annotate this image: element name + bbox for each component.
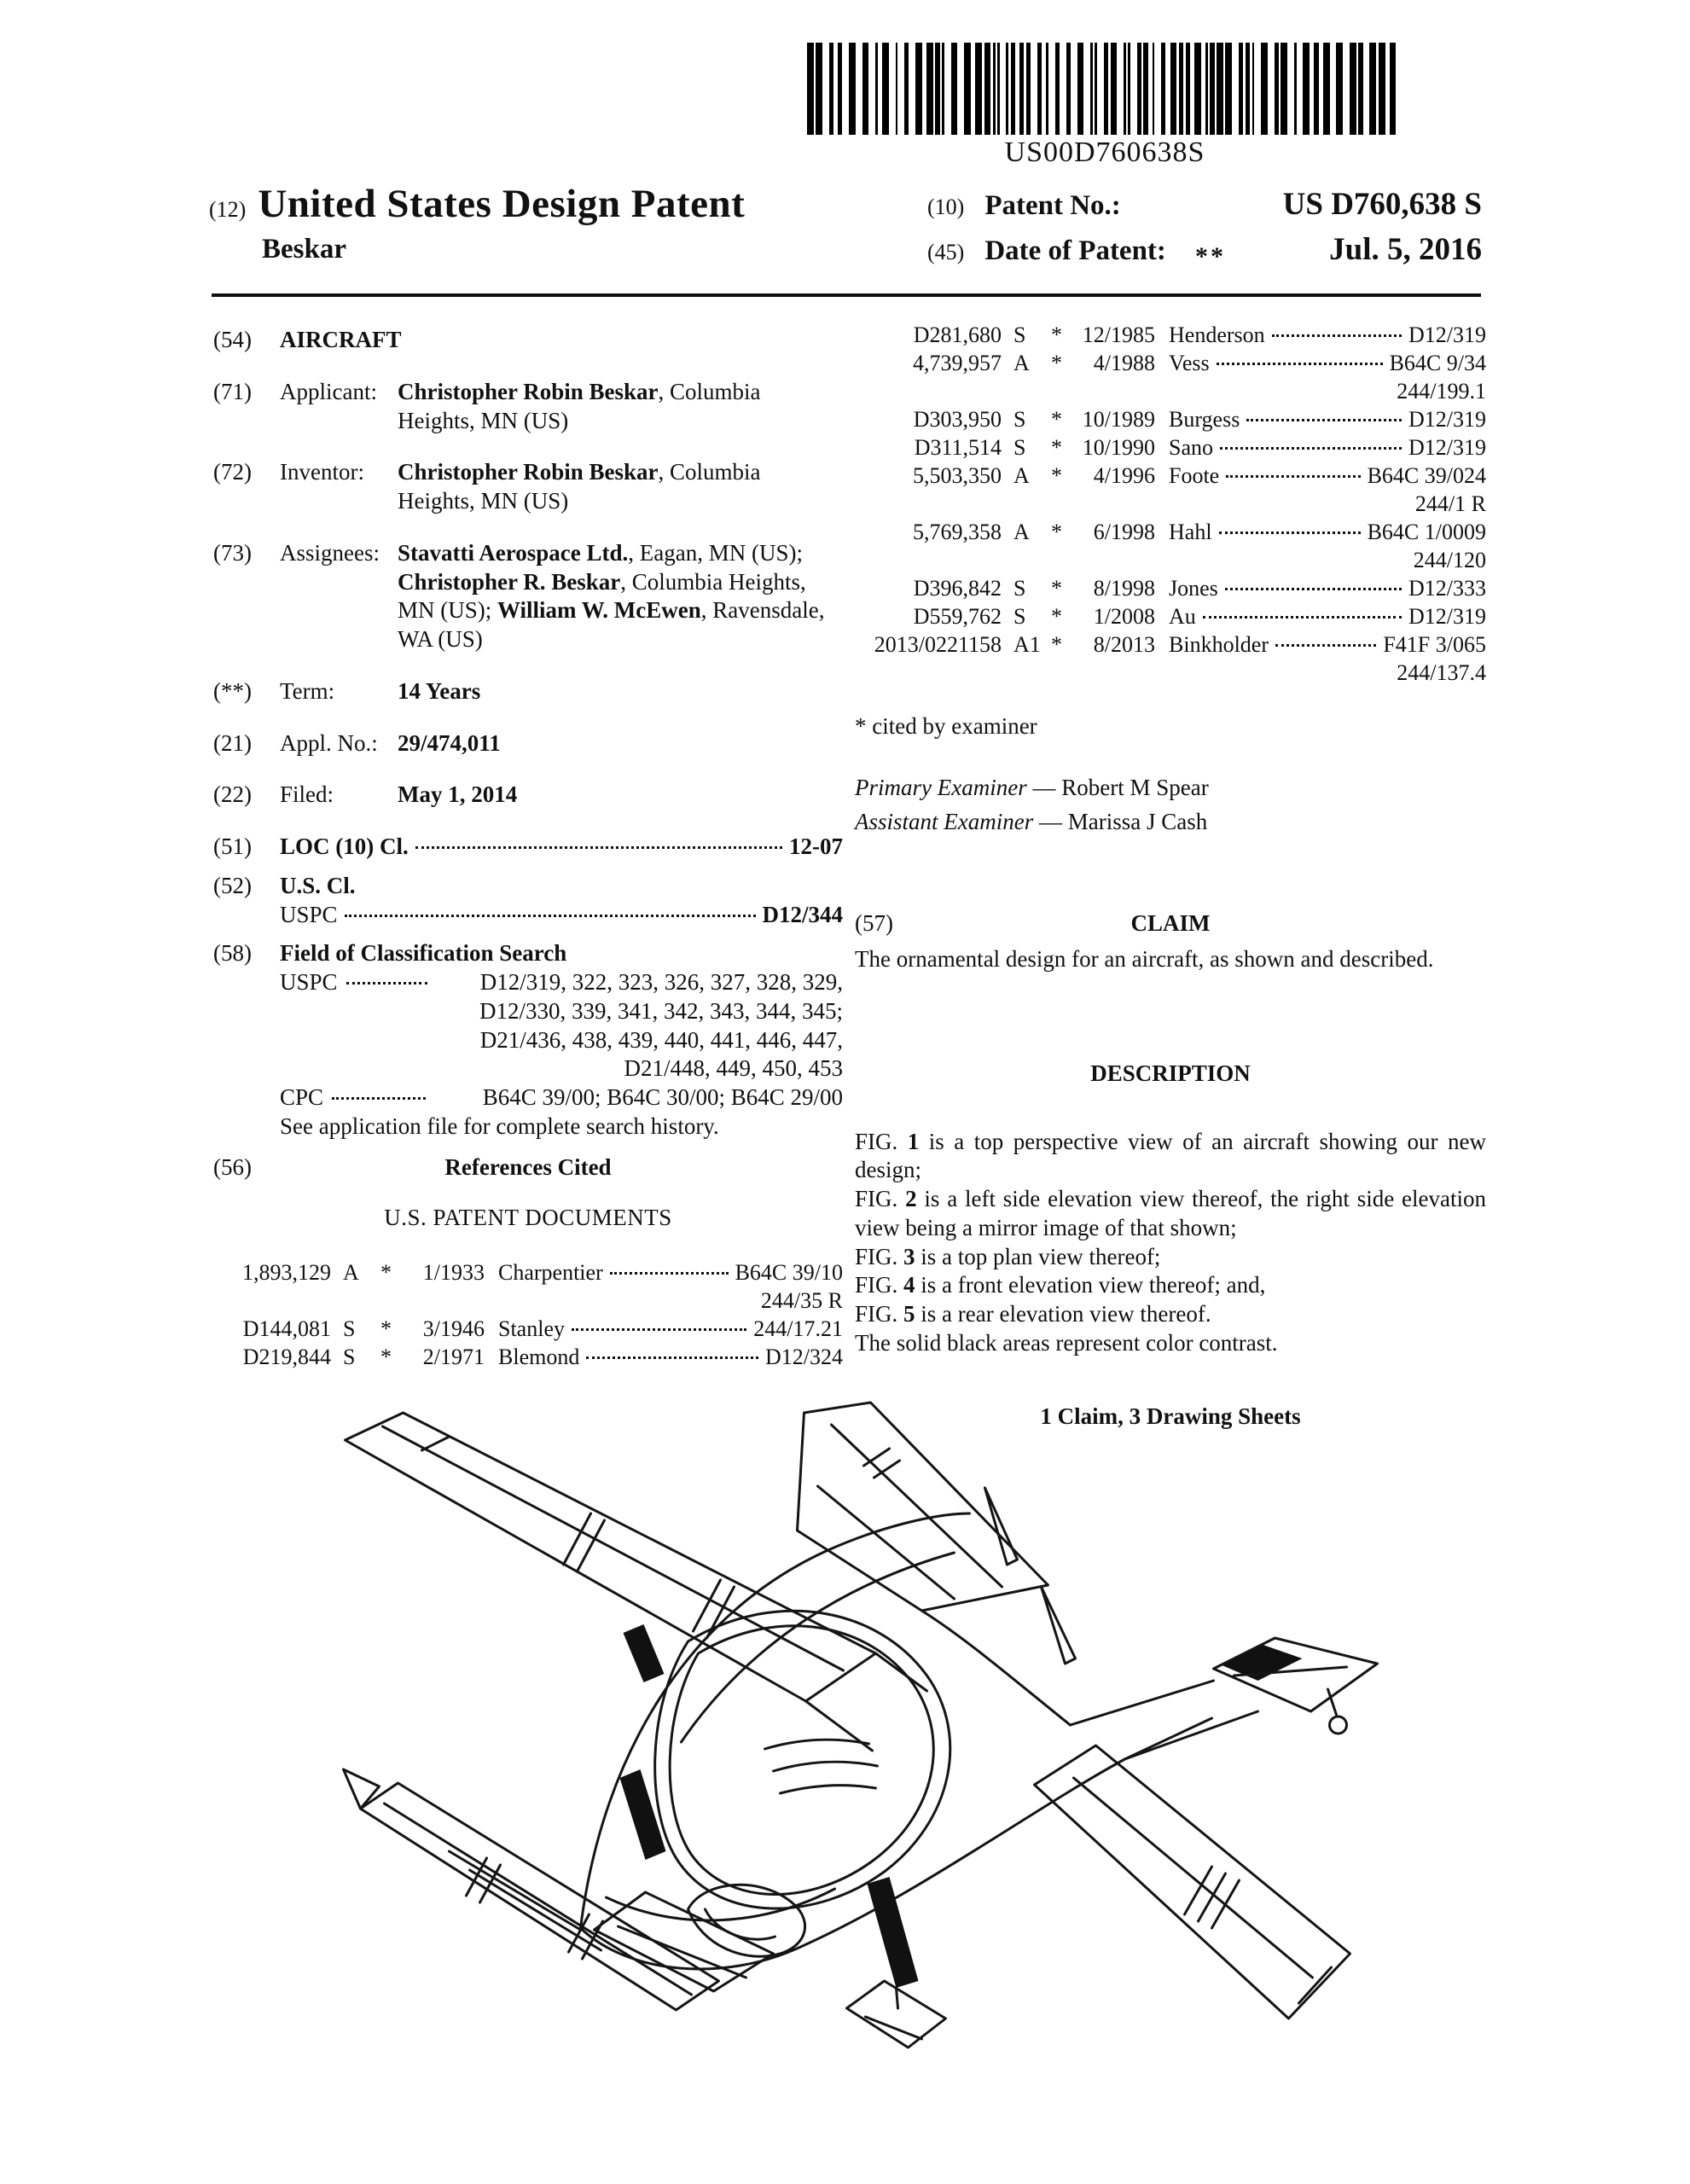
reference-row: D559,762 S * 1/2008 Au D12/319 — [913, 604, 1486, 630]
patent-no-label: Patent No.: — [984, 190, 1121, 221]
dot-leader — [1226, 475, 1360, 478]
assistant-examiner: Assistant Examiner — Marissa J Cash — [855, 808, 1208, 834]
primary-examiner: Primary Examiner — Robert M Spear — [855, 774, 1209, 800]
header-divider — [212, 293, 1481, 297]
field-71: (71) Applicant: Christopher Robin Beskar, Columbia Heights, MN (US) — [213, 378, 843, 436]
us-cl-label: U.S. Cl. — [280, 872, 356, 898]
uspc-search-line: D21/436, 438, 439, 440, 441, 446, 447, — [479, 1026, 843, 1053]
reference-row: D144,081 S * 3/1946 Stanley 244/17.21 — [242, 1316, 843, 1342]
filed-value: May 1, 2014 — [398, 781, 518, 808]
reference-continuation: 244/199.1 — [1397, 379, 1486, 404]
dot-leader — [1246, 419, 1402, 421]
dot-leader — [1217, 363, 1383, 365]
description-line: The solid black areas represent color contrast. — [855, 1329, 1278, 1356]
cpc-value: B64C 39/00; B64C 30/00; B64C 29/00 — [482, 1084, 843, 1110]
description-line: FIG. 4 is a front elevation view thereof; and, — [855, 1272, 1266, 1298]
dot-leader — [1220, 447, 1402, 450]
uspc-search-line: D12/330, 339, 341, 342, 343, 344, 345; — [479, 997, 843, 1024]
reference-row: 5,503,350 A * 4/1996 Foote B64C 39/024 — [913, 463, 1486, 489]
masthead-right — [927, 181, 1482, 276]
reference-row: 2013/0221158 A1 * 8/2013 Binkholder F41F 3/065 — [874, 632, 1486, 658]
inventor-surname: Beskar — [262, 234, 346, 264]
patent-title: United States Design Patent — [258, 182, 746, 226]
reference-continuation: 244/120 — [1413, 548, 1486, 573]
description-line: FIG. 2 is a left side elevation view thereof, the right side elevation view being a mirror image of that shown; — [855, 1186, 1486, 1240]
barcode — [798, 43, 1412, 135]
aircraft-drawing — [317, 1384, 1388, 2092]
description-line: FIG. 3 is a top plan view thereof; — [855, 1243, 1161, 1269]
left-column — [213, 326, 843, 1371]
field-73: (73) Assignees: Stavatti Aerospace Ltd., Eagan, MN (US); Christopher R. Beskar, Columbia Heights, MN (US); William W. McEwen, Ravensdale, WA (US) — [213, 539, 843, 654]
kind-code-tag: (12) — [209, 197, 247, 222]
loc-label: LOC (10) Cl. — [280, 834, 409, 859]
description-line: FIG. 5 is a rear elevation view thereof. — [855, 1301, 1211, 1327]
dot-leader — [332, 1097, 426, 1100]
reference-row: D311,514 S * 10/1990 Sano D12/319 — [914, 435, 1486, 461]
reference-row: D219,844 S * 2/1971 Blemond D12/324 — [242, 1345, 843, 1370]
reference-row: D303,950 S * 10/1989 Burgess D12/319 — [913, 407, 1486, 433]
claim-text: The ornamental design for an aircraft, as shown and described. — [855, 946, 1434, 973]
reference-row: 5,769,358 A * 6/1998 Hahl B64C 1/0009 — [913, 520, 1486, 545]
field-22: (22) Filed: May 1, 2014 — [213, 781, 843, 810]
applicant-value: Christopher Robin Beskar, Columbia Heights, MN (US) — [398, 378, 761, 433]
reference-row: D281,680 S * 12/1985 Henderson D12/319 — [913, 322, 1486, 347]
uspc-search-label: USPC — [280, 969, 338, 995]
patent-number: US D760,638 S — [1282, 187, 1482, 222]
dot-leader — [610, 1272, 729, 1275]
references-cited-heading: (56) References Cited — [213, 1153, 612, 1180]
term-extension-stars: ** — [1195, 242, 1226, 270]
description-block — [855, 1128, 1486, 1358]
description-heading: DESCRIPTION — [1090, 1060, 1251, 1086]
examiner-block — [855, 774, 1486, 837]
dot-leader — [586, 1356, 758, 1359]
uspc-search-line: D12/319, 322, 323, 326, 327, 328, 329, — [479, 969, 843, 995]
us-patent-documents-heading: U.S. PATENT DOCUMENTS — [384, 1205, 672, 1231]
reference-row: D396,842 S * 8/1998 Jones D12/333 — [913, 576, 1486, 601]
field-54: (54) AIRCRAFT — [213, 326, 843, 355]
field-51: (51) LOC (10) Cl. 12-07 — [213, 833, 843, 862]
loc-value: 12-07 — [789, 834, 843, 859]
patent-date: Jul. 5, 2016 — [1329, 232, 1482, 267]
patent-no-tag: (10) — [927, 195, 965, 219]
dot-leader — [345, 915, 756, 917]
field-term: (**) Term: 14 Years — [213, 677, 843, 706]
patent-date-tag: (45) — [927, 240, 965, 264]
patent-date-label: Date of Patent: — [984, 235, 1166, 266]
claim-heading: (57) CLAIM — [855, 910, 1211, 937]
field-72: (72) Inventor: Christopher Robin Beskar, Columbia Heights, MN (US) — [213, 458, 843, 516]
dot-leader — [346, 982, 427, 985]
masthead — [209, 181, 1482, 276]
uspc-label: USPC — [280, 901, 338, 927]
reference-continuation: 244/137.4 — [1397, 660, 1486, 686]
cpc-label: CPC — [280, 1084, 324, 1110]
cited-by-examiner-note: * cited by examiner — [855, 713, 1037, 740]
appl-no-value: 29/474,011 — [398, 729, 501, 756]
dot-leader — [1203, 616, 1402, 619]
uspc-search-line: D21/448, 449, 450, 453 — [624, 1055, 843, 1082]
barcode-block — [793, 43, 1416, 169]
masthead-left — [209, 181, 874, 276]
field-52: (52) U.S. Cl. USPC D12/344 — [213, 872, 843, 930]
see-application-note: See application file for complete search history. — [280, 1112, 719, 1139]
description-line: FIG. 1 is a top perspective view of an aircraft showing our new design; — [855, 1128, 1486, 1183]
dot-leader — [1275, 644, 1376, 647]
field-21: (21) Appl. No.: 29/474,011 — [213, 729, 843, 758]
term-value: 14 Years — [398, 677, 481, 704]
dot-leader — [1219, 531, 1361, 534]
invention-title: AIRCRAFT — [280, 327, 402, 352]
assignees-value: Stavatti Aerospace Ltd., Eagan, MN (US); Christopher R. Beskar, Columbia Heights, MN (US); William W. McEwen, Ravensdale, WA (US) — [398, 539, 825, 652]
references-table-right — [855, 321, 1486, 687]
reference-row: 1,893,129 A * 1/1933 Charpentier B64C 39/10 — [242, 1260, 843, 1285]
claims-sheets-note: 1 Claim, 3 Drawing Sheets — [1040, 1403, 1301, 1429]
dot-leader — [1225, 588, 1402, 590]
reference-continuation: 244/35 R — [760, 1288, 843, 1314]
field-58: (58) Field of Classification Search USPC D12/319, 322, 323, 326, 327, 328, 329, D12/330, 339, 341, 342, 343, 344, 345; D21/436, 438, 439, 440, 441, 446, 447, D21/448, 449, 450, 453 CPC B64C 39/00; B64C 30/00; B64C 29/00 See application file for complete search history. — [213, 939, 843, 1141]
dot-leader — [572, 1328, 746, 1331]
dot-leader — [415, 846, 782, 849]
right-column — [855, 321, 1486, 1431]
barcode-text: US00D760638S — [1004, 136, 1205, 168]
inventor-value: Christopher Robin Beskar, Columbia Heights, MN (US) — [398, 459, 761, 514]
dot-leader — [1272, 334, 1402, 337]
uspc-value: D12/344 — [762, 901, 843, 927]
reference-continuation: 244/1 R — [1414, 491, 1486, 517]
field-of-search-label: Field of Classification Search — [280, 940, 567, 967]
references-table-left — [213, 1258, 843, 1371]
reference-row: 4,739,957 A * 4/1988 Vess B64C 9/34 — [913, 351, 1486, 376]
